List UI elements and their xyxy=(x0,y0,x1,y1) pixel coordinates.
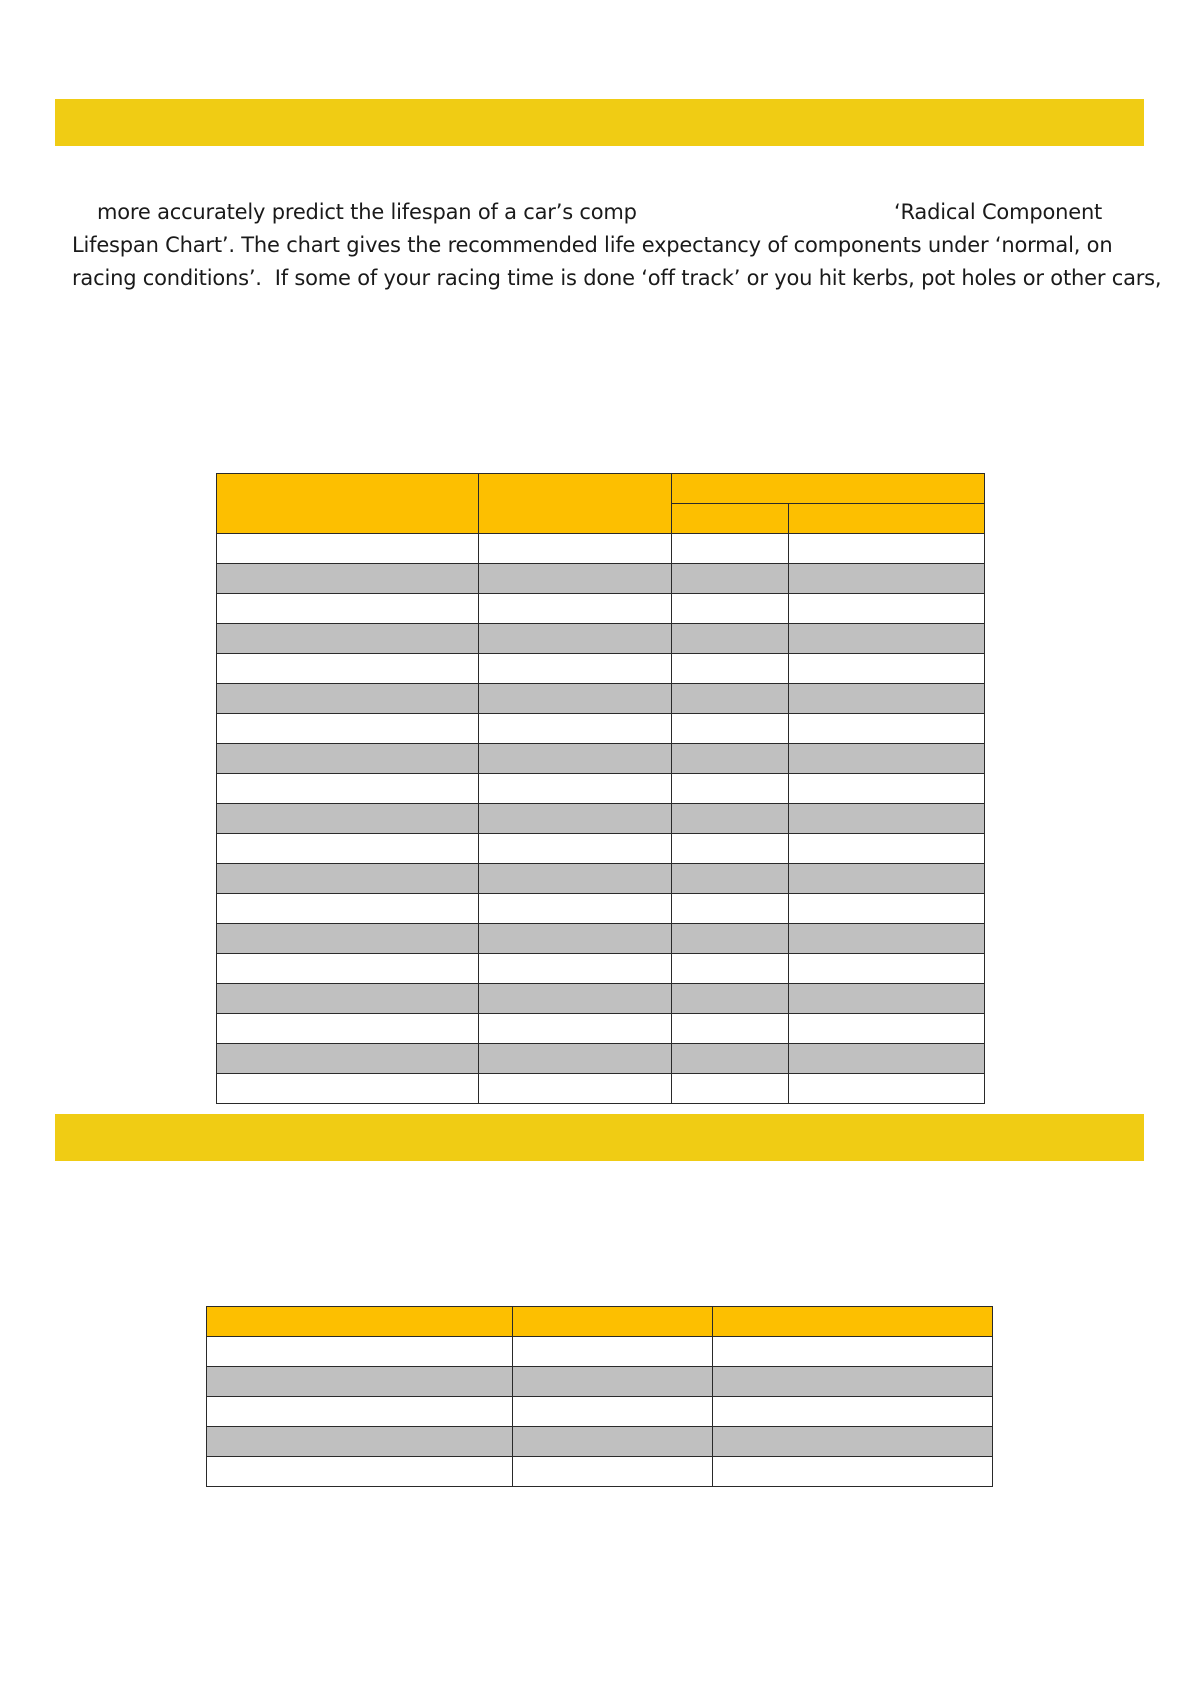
table-cell xyxy=(672,774,789,804)
table-cell xyxy=(672,924,789,954)
table-row xyxy=(217,534,985,564)
table-cell xyxy=(513,1427,713,1457)
table-cell xyxy=(217,984,479,1014)
table-cell xyxy=(672,1044,789,1074)
table-cell xyxy=(479,684,672,714)
table-cell xyxy=(513,1397,713,1427)
table-row xyxy=(217,894,985,924)
table-cell xyxy=(672,804,789,834)
table-cell xyxy=(672,984,789,1014)
secondary-table xyxy=(206,1306,993,1487)
table-row xyxy=(207,1367,993,1397)
table-cell xyxy=(672,894,789,924)
table-cell xyxy=(217,864,479,894)
table-cell xyxy=(479,774,672,804)
table-cell xyxy=(479,1044,672,1074)
intro-line-3: racing conditions’. If some of your racing time is done ‘off track’ or you hit kerbs, pot holes or other cars, xyxy=(72,266,1162,290)
table-cell xyxy=(789,684,985,714)
table-cell xyxy=(217,714,479,744)
table-row xyxy=(217,714,985,744)
table-row xyxy=(217,774,985,804)
table-cell xyxy=(217,534,479,564)
table-cell xyxy=(479,534,672,564)
intro-line-1b: ‘Radical Component xyxy=(894,200,1103,224)
table-cell xyxy=(672,954,789,984)
table-row xyxy=(217,1074,985,1104)
table-cell xyxy=(217,774,479,804)
table-row xyxy=(217,654,985,684)
table-cell xyxy=(217,894,479,924)
table-cell xyxy=(207,1367,513,1397)
table-cell xyxy=(672,654,789,684)
section-header-band xyxy=(55,99,1144,146)
table-row xyxy=(217,1014,985,1044)
table-cell xyxy=(217,954,479,984)
table-row xyxy=(217,924,985,954)
table-cell xyxy=(789,654,985,684)
header-cell-2 xyxy=(513,1307,713,1337)
table-row xyxy=(217,1044,985,1074)
header-cell-1 xyxy=(207,1307,513,1337)
table-row xyxy=(207,1427,993,1457)
table-cell xyxy=(479,744,672,774)
table-cell xyxy=(789,1074,985,1104)
table-cell xyxy=(479,864,672,894)
table-row xyxy=(207,1337,993,1367)
table-cell xyxy=(789,714,985,744)
table-cell xyxy=(672,1014,789,1044)
table-cell xyxy=(207,1457,513,1487)
table-cell xyxy=(672,624,789,654)
table-cell xyxy=(479,984,672,1014)
table-cell xyxy=(217,1014,479,1044)
intro-line-1a: more accurately predict the lifespan of a car’s comp xyxy=(97,200,637,224)
table-cell xyxy=(479,654,672,684)
table-cell xyxy=(713,1427,993,1457)
table-cell xyxy=(789,894,985,924)
table-cell xyxy=(479,894,672,924)
table-cell xyxy=(217,594,479,624)
table-cell xyxy=(672,714,789,744)
table-cell xyxy=(513,1367,713,1397)
table-cell xyxy=(217,804,479,834)
component-lifespan-rows xyxy=(217,534,985,1104)
table-cell xyxy=(479,564,672,594)
table-cell xyxy=(713,1397,993,1427)
table-cell xyxy=(479,804,672,834)
table-row xyxy=(217,564,985,594)
table-row xyxy=(217,684,985,714)
table-row xyxy=(217,804,985,834)
table-cell xyxy=(217,564,479,594)
header-cell-type xyxy=(479,474,672,534)
table-cell xyxy=(207,1427,513,1457)
header-cell-3 xyxy=(713,1307,993,1337)
table-cell xyxy=(789,834,985,864)
table-row xyxy=(217,624,985,654)
table-cell xyxy=(479,924,672,954)
table-cell xyxy=(207,1337,513,1367)
table-cell xyxy=(789,924,985,954)
table-cell xyxy=(513,1457,713,1487)
table-row xyxy=(217,954,985,984)
header-cell-component xyxy=(217,474,479,534)
table-cell xyxy=(513,1337,713,1367)
table-cell xyxy=(479,594,672,624)
header-cell-sub-2 xyxy=(789,504,985,534)
table-cell xyxy=(713,1457,993,1487)
table-cell xyxy=(672,834,789,864)
table-row xyxy=(217,984,985,1014)
table-row xyxy=(217,594,985,624)
table-cell xyxy=(789,774,985,804)
table-cell xyxy=(217,654,479,684)
table-cell xyxy=(789,984,985,1014)
table-row xyxy=(207,1457,993,1487)
table-cell xyxy=(479,1074,672,1104)
header-cell-lifespan-group xyxy=(672,474,985,504)
table-cell xyxy=(789,624,985,654)
table-cell xyxy=(789,804,985,834)
table-row xyxy=(217,864,985,894)
table-cell xyxy=(217,624,479,654)
table-cell xyxy=(479,1014,672,1044)
section-header-band-2 xyxy=(55,1114,1144,1161)
intro-line-2: Lifespan Chart’. The chart gives the recommended life expectancy of components under ‘normal, on xyxy=(72,233,1113,257)
table-cell xyxy=(789,564,985,594)
header-cell-sub-1 xyxy=(672,504,789,534)
table-cell xyxy=(217,1074,479,1104)
table-row xyxy=(207,1397,993,1427)
table-cell xyxy=(217,684,479,714)
table-cell xyxy=(672,684,789,714)
table-cell xyxy=(479,624,672,654)
table-cell xyxy=(217,1044,479,1074)
table-cell xyxy=(672,744,789,774)
table-cell xyxy=(789,1014,985,1044)
table-cell xyxy=(672,594,789,624)
table-cell xyxy=(217,744,479,774)
secondary-table-rows xyxy=(207,1337,993,1487)
table-cell xyxy=(479,954,672,984)
table-cell xyxy=(789,1044,985,1074)
table-cell xyxy=(672,564,789,594)
table-cell xyxy=(789,864,985,894)
table-cell xyxy=(672,1074,789,1104)
table-cell xyxy=(479,834,672,864)
table-cell xyxy=(217,924,479,954)
table-cell xyxy=(789,534,985,564)
table-row xyxy=(217,834,985,864)
table-cell xyxy=(207,1397,513,1427)
table-cell xyxy=(789,954,985,984)
table-cell xyxy=(479,714,672,744)
table-row xyxy=(217,744,985,774)
table-cell xyxy=(672,864,789,894)
component-lifespan-table xyxy=(216,473,985,1104)
table-cell xyxy=(713,1367,993,1397)
table-cell xyxy=(789,594,985,624)
table-cell xyxy=(672,534,789,564)
table-cell xyxy=(217,834,479,864)
table-cell xyxy=(789,744,985,774)
table-cell xyxy=(713,1337,993,1367)
